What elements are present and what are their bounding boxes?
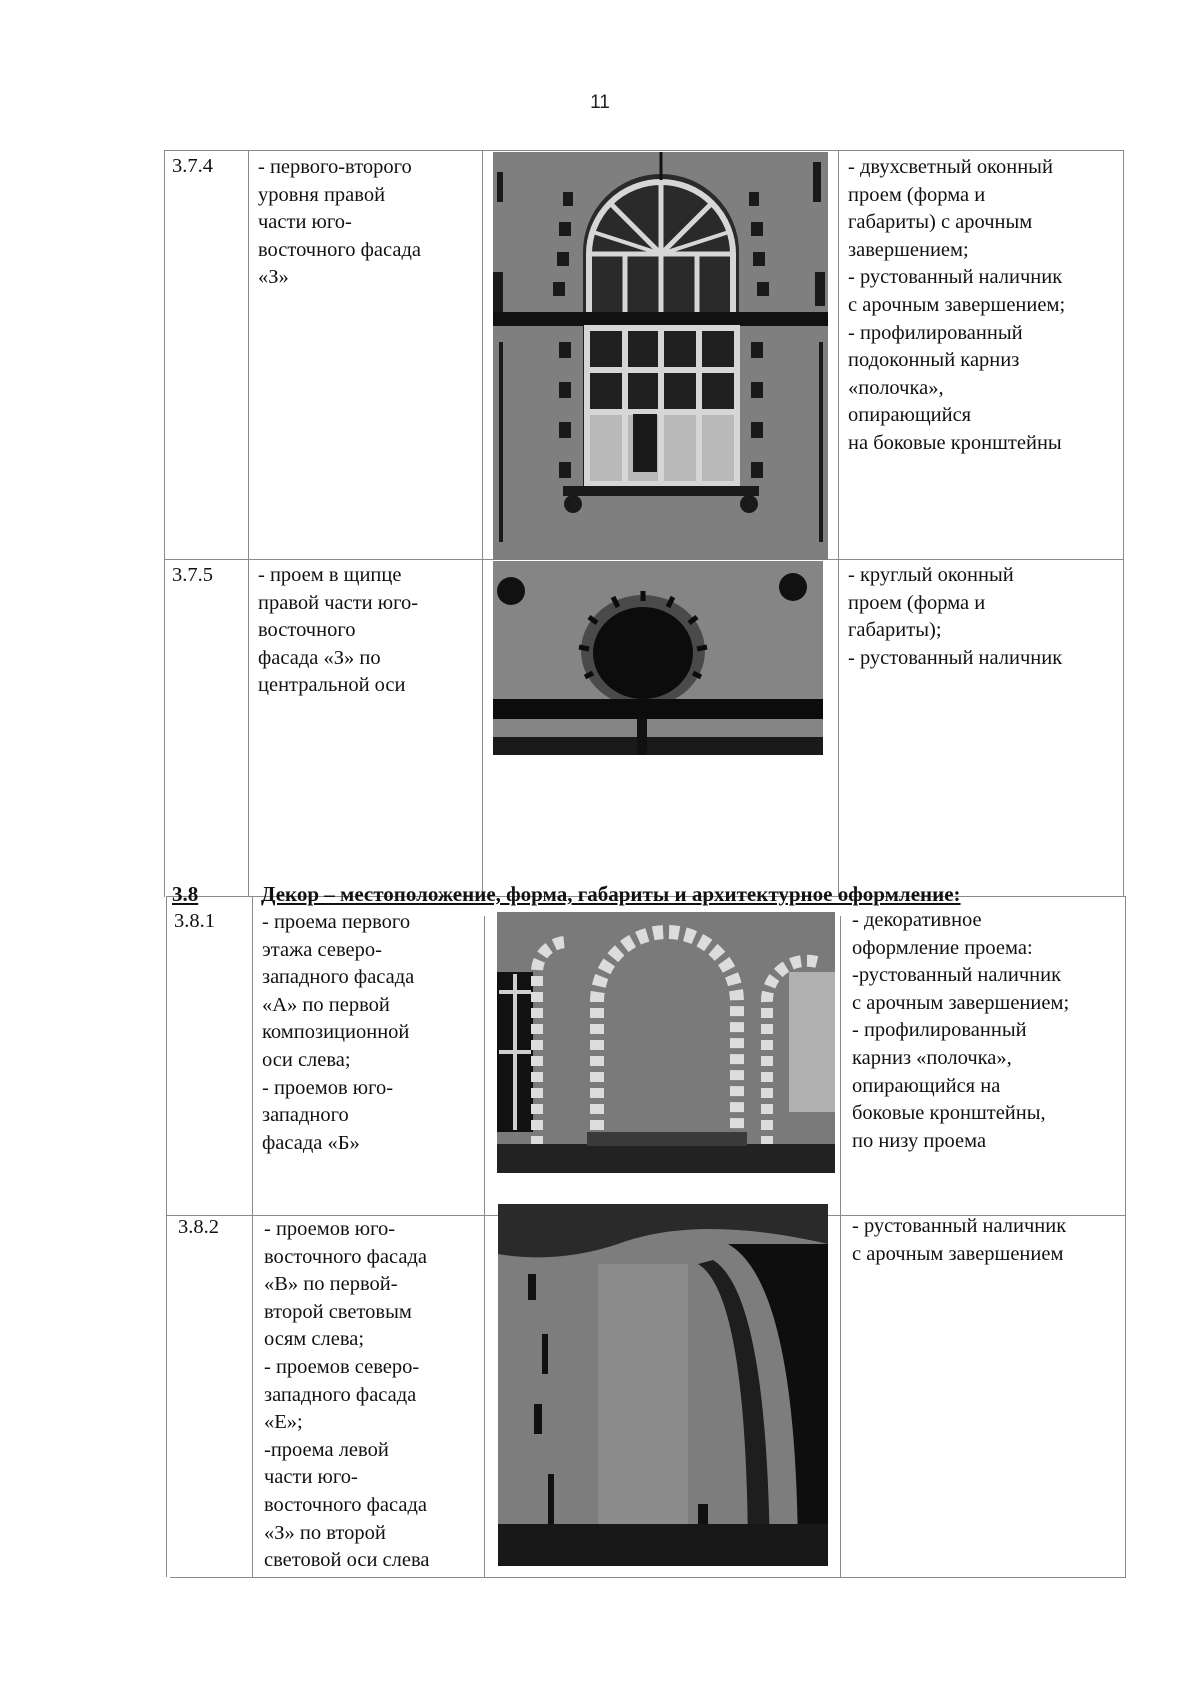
table-border — [838, 150, 839, 897]
table-border — [166, 896, 167, 1577]
section-title: Декор – местоположение, форма, габариты и архитектурное оформление: — [261, 882, 961, 906]
table-border — [252, 896, 253, 1577]
row-number: 3.7.5 — [172, 564, 213, 586]
arched-opening-surround-photo — [498, 1204, 828, 1566]
round-window-photo — [493, 561, 823, 755]
row-description: - декоративное оформление проема: -рустованный наличник с арочным завершением; - профилированный карниз «полочка», опирающийся на боковые кронштейны, по низу проема — [852, 909, 1070, 1152]
table-border — [1125, 896, 1126, 1577]
arched-two-light-window-photo — [493, 152, 828, 560]
table-border — [840, 916, 841, 1577]
table-border — [482, 150, 483, 897]
row-description: - круглый оконный проем (форма и габариты); - рустованный наличник — [848, 564, 1063, 669]
arched-openings-photo — [497, 912, 835, 1173]
row-number: 3.8.1 — [174, 910, 215, 932]
row-location: - первого-второго уровня правой части юго- восточного фасада «З» — [258, 156, 421, 289]
row-location: - проемов юго- восточного фасада «В» по первой- второй световым осям слева; - проемов северо- западного фасада «Е»; -проема левой части юго- восточного фасада «З» по второй световой оси слева — [264, 1218, 430, 1572]
table-border — [248, 150, 249, 897]
row-location: - проем в щипце правой части юго- восточного фасада «З» по центральной оси — [258, 564, 419, 697]
row-description: - рустованный наличник с арочным завершением — [852, 1215, 1067, 1265]
row-description: - двухсветный оконный проем (форма и габариты) с арочным завершением; - рустованный наличник с арочным завершением; - профилированный подоконный карниз «полочка», опирающийся на боковые кронштейны — [848, 156, 1066, 454]
table-border — [164, 150, 1124, 151]
section-number: 3.8 — [172, 882, 199, 906]
table-border — [170, 1577, 1126, 1578]
row-location: - проема первого этажа северо- западного фасада «А» по первой композиционной оси слева; - проемов юго- западного фасада «Б» — [262, 911, 415, 1154]
table-border — [164, 150, 165, 897]
table-border — [484, 916, 485, 1577]
row-number: 3.7.4 — [172, 155, 213, 177]
page-number: 11 — [590, 92, 610, 113]
row-number: 3.8.2 — [178, 1216, 219, 1238]
table-border — [1123, 150, 1124, 897]
